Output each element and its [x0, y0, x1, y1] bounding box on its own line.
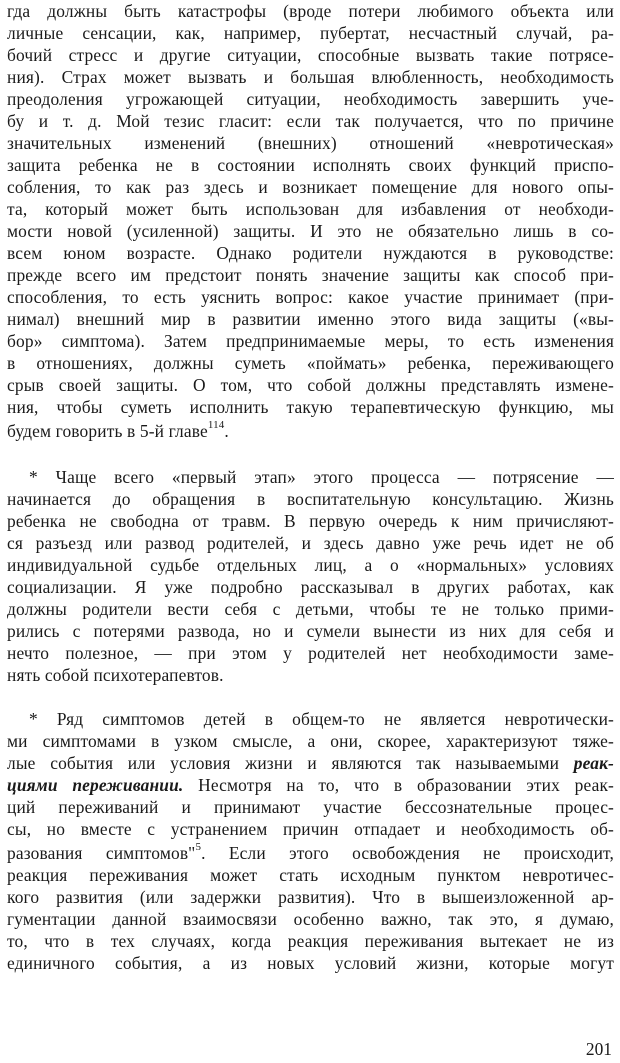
text-line: гументации данной взаимосвязи особенно важно, так это, я думаю,	[7, 909, 614, 929]
text-line	[7, 752, 614, 774]
text-line: * Чаще всего «первый этап» этого процесса — потрясение —	[29, 467, 614, 487]
text-line: реакция переживания может стать исходным пунктом невротичес-	[7, 865, 614, 885]
text-line: * Ряд симптомов детей в общем-то не является невротически-	[29, 709, 614, 729]
text-line: единичного события, а из новых условий жизни, которые могут	[7, 953, 614, 973]
text-line: социализации. Я уже подробно рассказывал в других работах, как	[7, 577, 614, 597]
text-line: индивидуальной судьбе отдельных лиц, а о «нормальных» условиях	[7, 555, 614, 575]
text-line	[7, 842, 614, 864]
text-line: нимал) внешний мир в развитии именно этого вида защиты («вы-	[7, 309, 614, 329]
text-fragment: лые события или условия жизни и являются так называемыми	[7, 753, 574, 773]
footnote-marker: 5	[195, 841, 202, 854]
text-line: преодоления угрожающей ситуации, необходимость завершить уче-	[7, 89, 614, 109]
text-line: начинается до обращения в воспитательную консультацию. Жизнь	[7, 489, 614, 509]
text-line: прежде всего им предстоит понять значение защиты как способ при-	[7, 265, 614, 285]
text-line: нечто полезное, — при этом у родителей нет необходимости заме-	[7, 643, 614, 663]
text-line: ций переживаний и принимают участие бессознательные процес-	[7, 797, 614, 817]
text-line: личные сенсации, как, например, пубертат, несчастный случай, ра-	[7, 23, 614, 43]
text-line: мости новой (усиленной) защиты. И это не обязательно лишь в со-	[7, 221, 614, 241]
text-line: бочий стресс и другие ситуации, способные вызвать такие потрясе-	[7, 45, 614, 65]
text-line: собления, то как раз здесь и возникает помещение для нового опы-	[7, 177, 614, 197]
text-line: способления, то есть уяснить вопрос: какое участие принимает (при-	[7, 287, 614, 307]
text-line: ребенка не свободна от травм. В первую очередь к ним причисляют-	[7, 511, 614, 531]
text-line	[7, 774, 614, 796]
text-line: кого развития (или задержки развития). Что в вышеизложенной ар-	[7, 887, 614, 907]
text-line: в отношениях, должны суметь «поймать» ребенка, переживающего	[7, 353, 614, 373]
text-line: рились с потерями развода, но и сумели вынести из них для себя и	[7, 621, 614, 641]
text-line: всем юном возрасте. Однако родители нуждаются в руководстве:	[7, 243, 614, 263]
page-number: 201	[585, 1039, 612, 1059]
text-line: ся разъезд или развод родителей, и здесь давно уже речь идет не об	[7, 533, 614, 553]
text-fragment: будем говорить в 5-й главе	[7, 421, 208, 441]
text-line: бу и т. д. Мой тезис гласит: если так получается, что по причине	[7, 111, 614, 131]
text-line: защита ребенка не в состоянии исполнять своих функций приспо-	[7, 155, 614, 175]
text-line: та, который может быть использован для избавления от необходи-	[7, 199, 614, 219]
text-fragment: Несмотря на то, что в образовании этих реак-	[183, 775, 615, 795]
text-line: нять собой психотерапевтов.	[7, 665, 224, 685]
text-line	[7, 420, 614, 442]
text-line: гда должны быть катастрофы (вроде потери любимого объекта или	[7, 1, 614, 21]
text-line: ния). Страх может вызвать и большая влюбленность, необходимость	[7, 67, 614, 87]
text-line: должны родители вести себя с детьми, чтобы те не только прими-	[7, 599, 614, 619]
text-fragment: .	[224, 421, 229, 441]
text-line: ния, чтобы суметь исполнить такую терапевтическую функцию, мы	[7, 397, 614, 417]
emphasized-term: реак-	[573, 753, 614, 773]
footnote-marker: 114	[207, 419, 225, 432]
emphasized-term: циями переживании.	[7, 775, 184, 795]
text-fragment: . Если этого освобождения не происходит,	[201, 843, 614, 863]
text-line: сы, но вместе с устранением причин отпадает и необходимость об-	[7, 819, 614, 839]
text-line: значительных изменений (внешних) отношений «невротическая»	[7, 133, 614, 153]
text-line: то, что в тех случаях, когда реакция переживания вытекает не из	[7, 931, 614, 951]
text-line: ми симптомами в узком смысле, а они, скорее, характеризуют тяже-	[7, 731, 614, 751]
text-line: срыв своей защиты. О том, что собой должны представлять измене-	[7, 375, 614, 395]
text-fragment: разования симптомов"	[7, 843, 196, 863]
text-line: бор» симптома). Затем предпринимаемые меры, то есть изменения	[7, 331, 614, 351]
